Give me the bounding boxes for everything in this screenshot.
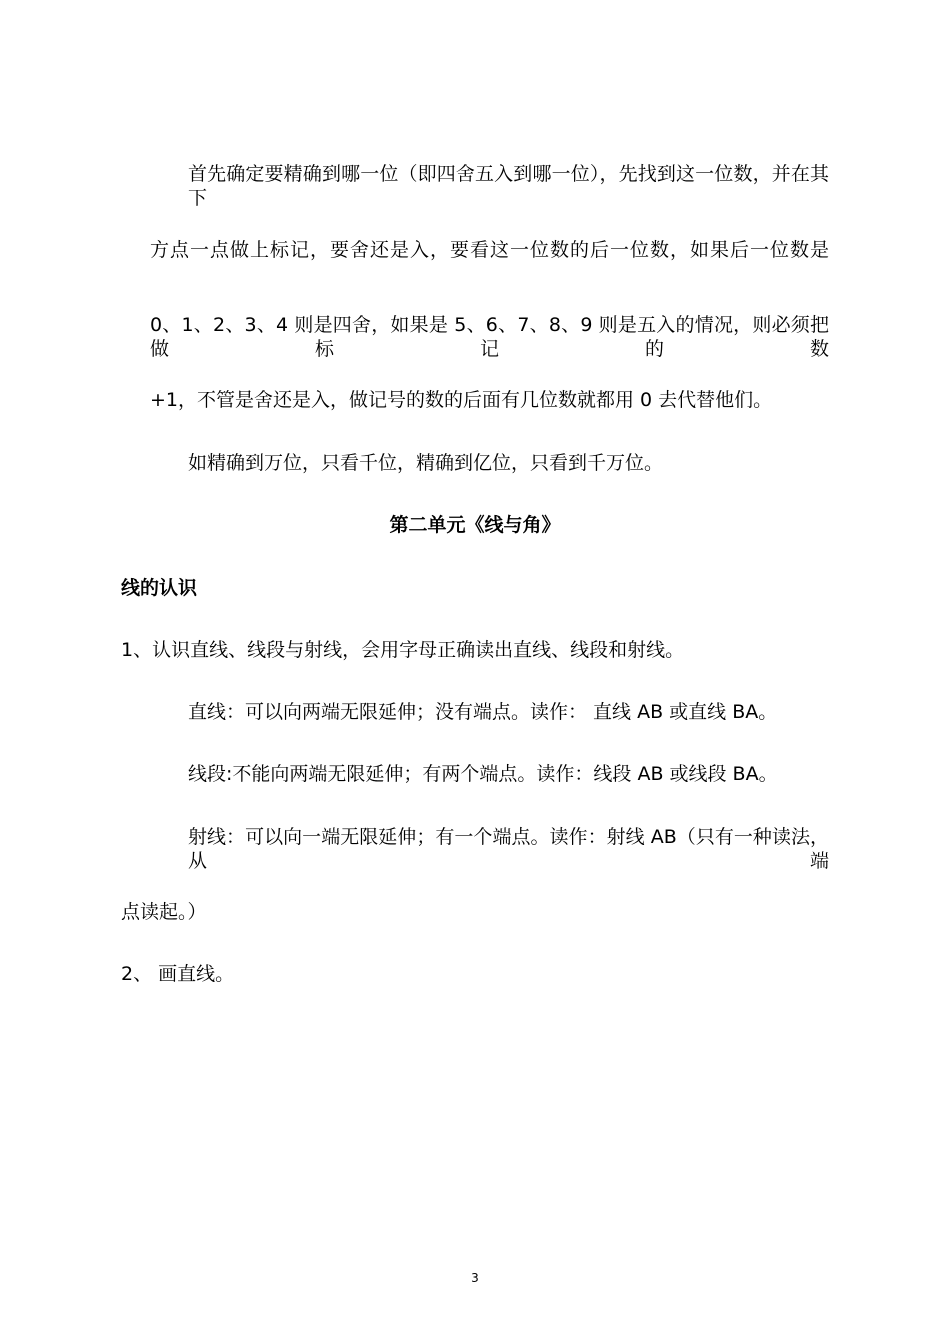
segment-definition: 线段:不能向两端无限延伸；有两个端点。读作：线段 AB 或线段 BA。 bbox=[188, 763, 778, 785]
item-1-text: 1、认识直线、线段与射线，会用字母正确读出直线、线段和射线。 bbox=[121, 639, 685, 661]
rounding-paragraph-line-2: 方点一点做上标记，要舍还是入，要看这一位数的后一位数，如果后一位数是 bbox=[150, 239, 829, 261]
rounding-paragraph-line-3: 0、1、2、3、4 则是四舍，如果是 5、6、7、8、9 则是五入的情况，则必须把做标记的数 bbox=[150, 314, 829, 360]
rounding-example: 如精确到万位，只看千位，精确到亿位，只看到千万位。 bbox=[188, 452, 664, 474]
page-number: 3 bbox=[471, 1271, 479, 1285]
ray-definition-line-2: 点读起。） bbox=[121, 901, 207, 923]
ray-definition-line-1: 射线：可以向一端无限延伸；有一个端点。读作：射线 AB（只有一种读法，从端 bbox=[188, 826, 829, 872]
straight-line-definition: 直线：可以向两端无限延伸；没有端点。读作： 直线 AB 或直线 BA。 bbox=[188, 701, 778, 723]
rounding-paragraph-line-4: +1，不管是舍还是入，做记号的数的后面有几位数就都用 0 去代替他们。 bbox=[150, 389, 773, 411]
unit-title: 第二单元《线与角》 bbox=[389, 514, 561, 536]
item-2-text: 2、 画直线。 bbox=[121, 963, 235, 985]
section-heading: 线的认识 bbox=[121, 577, 198, 599]
rounding-paragraph-line-1: 首先确定要精确到哪一位（即四舍五入到哪一位），先找到这一位数，并在其下 bbox=[188, 163, 829, 209]
